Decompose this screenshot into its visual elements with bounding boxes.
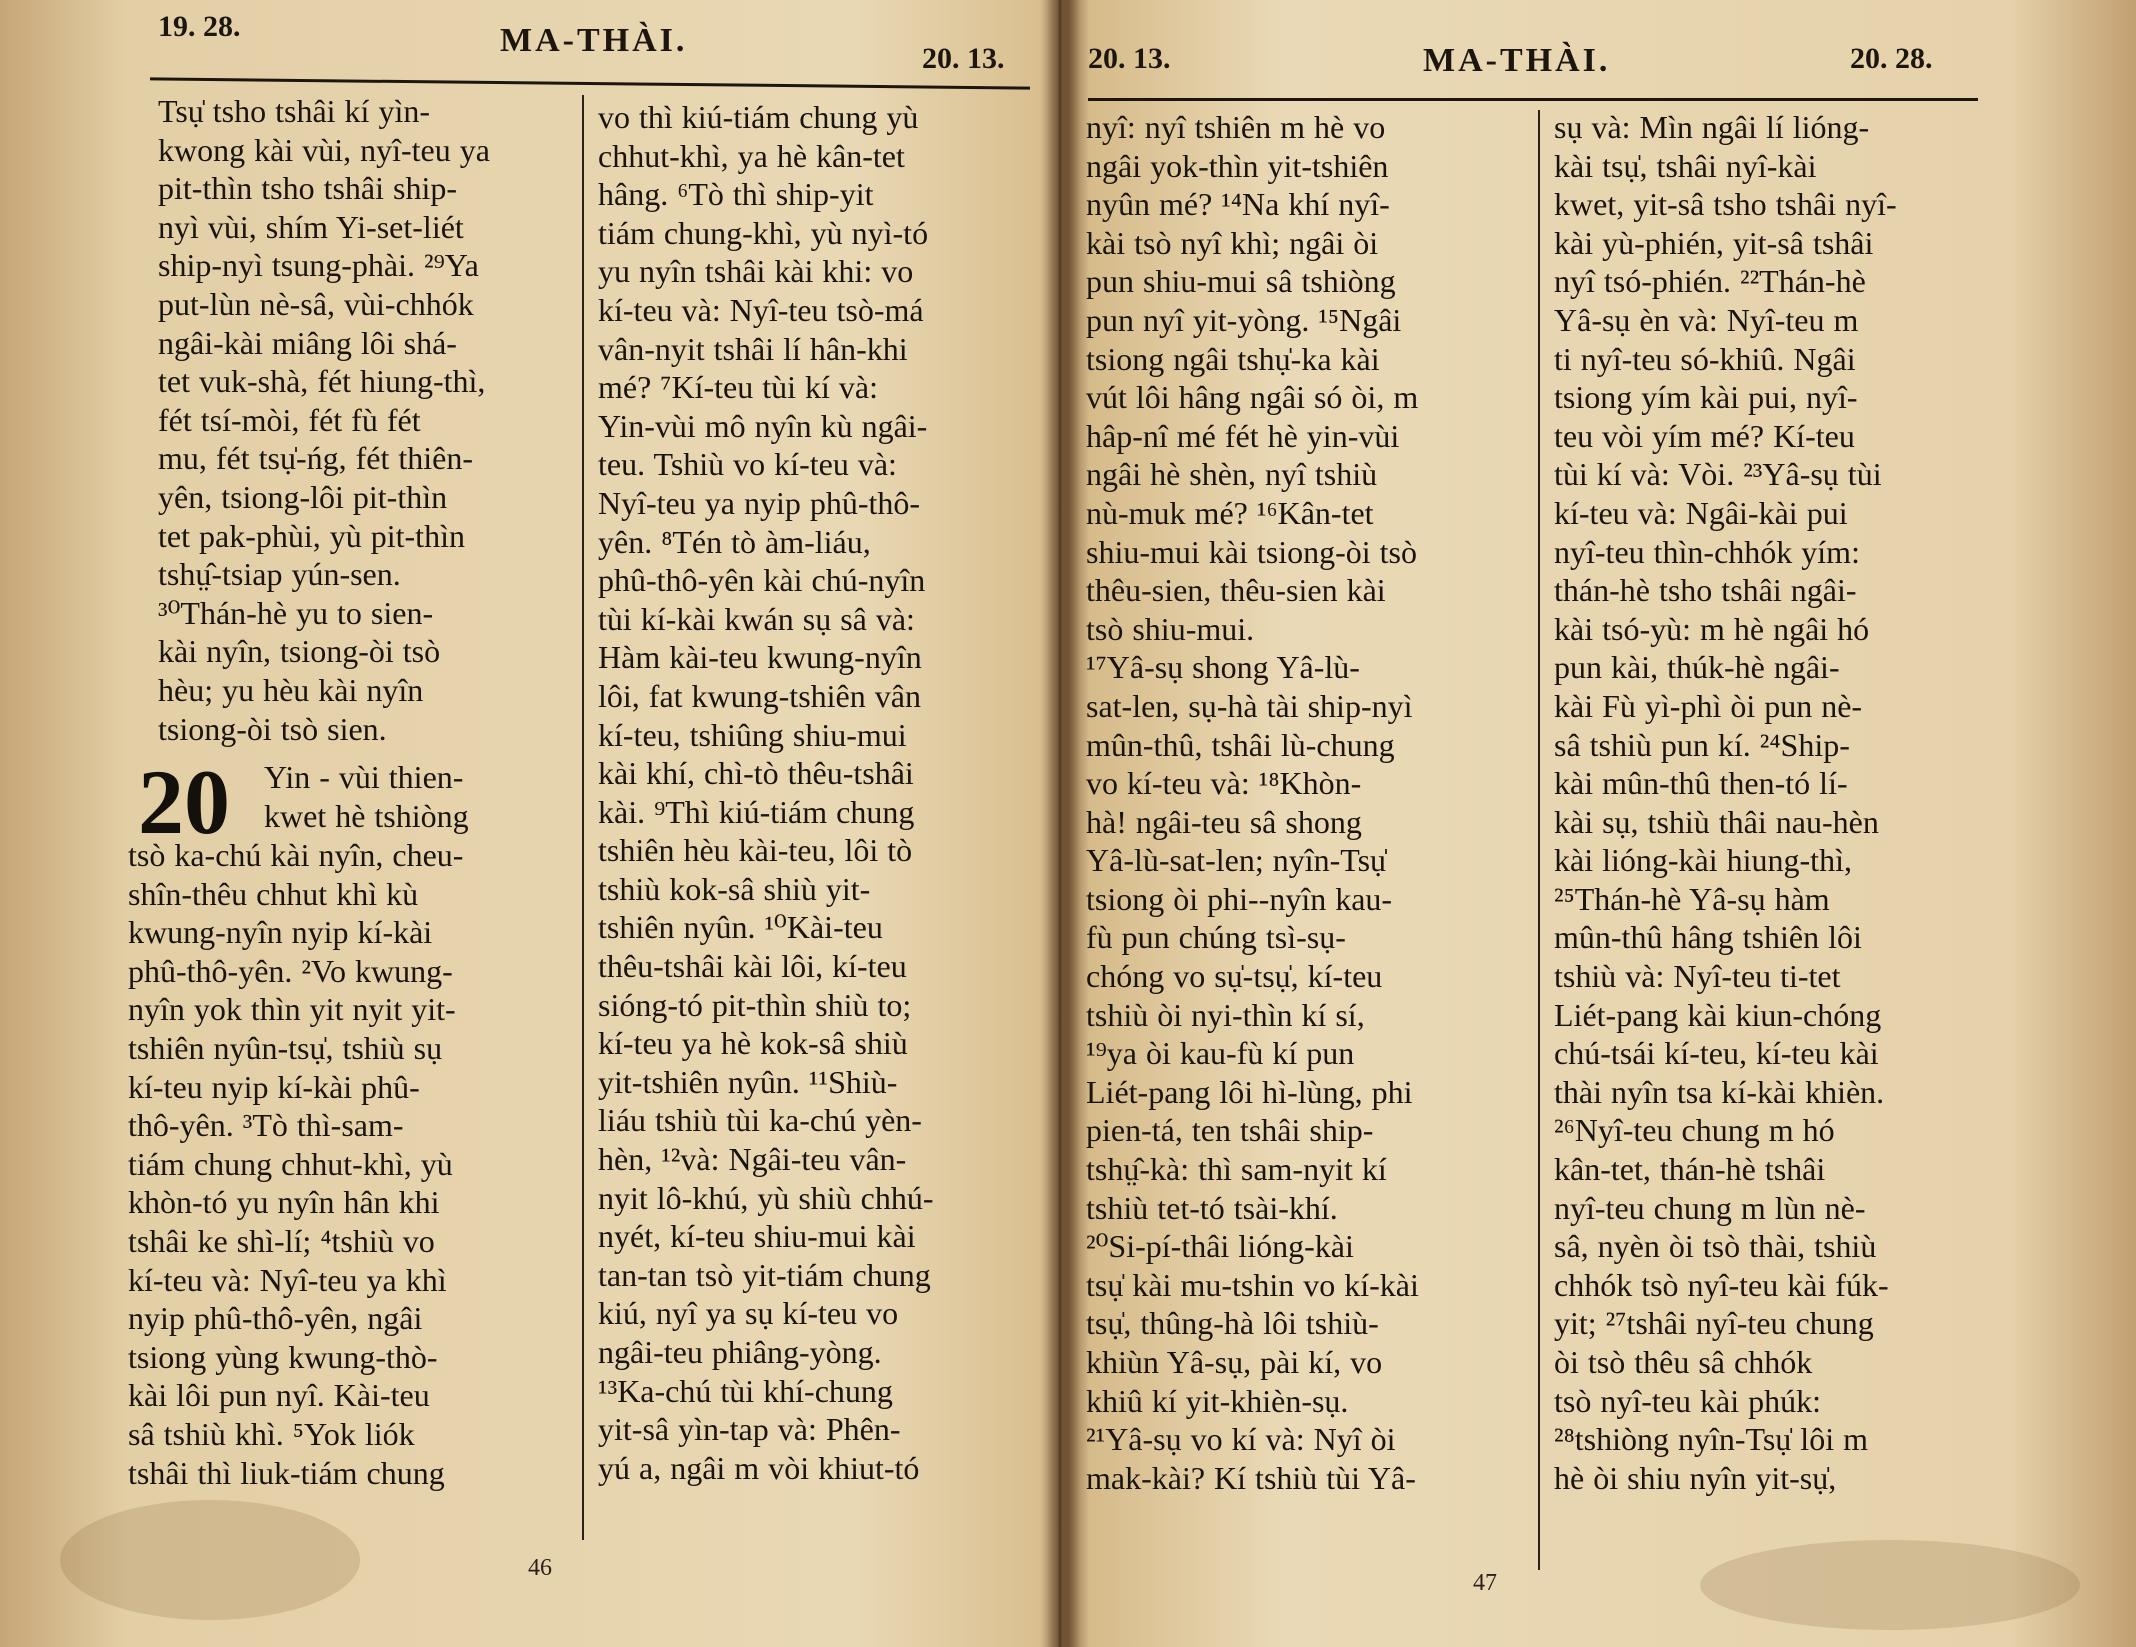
text-line: sâ tshiù pun kí. ²⁴Ship- <box>1554 726 1850 763</box>
text-line: Liét-pang kài kiun-chóng <box>1554 996 1882 1033</box>
text-line: tsiong yùng kwung-thò- <box>128 1338 438 1375</box>
left-column-divider <box>582 95 584 1540</box>
text-line: pit-thìn tsho tshâi ship- <box>158 170 457 207</box>
text-line: kài lôi pun nyî. Kài-teu <box>128 1377 430 1414</box>
right-header-ref-end: 20. 28. <box>1850 42 1933 75</box>
left-column-2 <box>598 98 1018 1487</box>
text-line: tùi kí và: Vòi. ²³Yâ-sụ tùi <box>1554 456 1882 493</box>
text-line: kí-teu ya hè kok-sâ shiù <box>598 1025 908 1062</box>
text-line: thài nyîn tsa kí-kài khièn. <box>1554 1073 1885 1110</box>
text-line: kài tsò nyî khì; ngâi òi <box>1086 224 1379 261</box>
text-line: sat-len, sụ-hà tài ship-nyì <box>1086 687 1413 724</box>
text-line: tshṳ̂-tsiap yún-sen. <box>158 556 401 593</box>
text-line: hà! ngâi-teu sâ shong <box>1086 803 1362 840</box>
text-line: thêu-tshâi kài lôi, kí-teu <box>598 948 907 985</box>
text-line: yên, tsiong-lôi pit-thìn <box>158 478 448 515</box>
right-page-number: 47 <box>1473 1570 1497 1596</box>
text-line: nyì vùi, shím Yi-set-liét <box>158 208 464 245</box>
text-line: kí-teu, tshiûng shiu-mui <box>598 716 907 753</box>
right-page <box>1068 0 2136 1647</box>
text-line: mu, fét tsụ̍-ńg, fét thiên- <box>158 440 474 477</box>
chapter-number: 20 <box>138 751 230 853</box>
text-line: khiû kí yit-khièn-sụ. <box>1086 1382 1349 1419</box>
text-line: kài yù-phién, yit-sâ tshâi <box>1554 224 1874 261</box>
text-line: yit-tshiên nyûn. ¹¹Shiù- <box>598 1063 898 1100</box>
text-line: put-lùn nè-sâ, vùi-chhók <box>158 285 474 322</box>
text-line: sióng-tó pit-thìn shiù to; <box>598 986 912 1023</box>
text-line: yú a, ngâi m vòi khiut-tó <box>598 1449 920 1486</box>
text-line: tshiù kok-sâ shiù yit- <box>598 870 871 907</box>
text-line: kài tsụ̍, tshâi nyî-kài <box>1554 147 1817 184</box>
text-line: thêu-sien, thêu-sien kài <box>1086 572 1386 609</box>
text-line: kân-tet, thán-hè tshâi <box>1554 1151 1826 1188</box>
left-page-number: 46 <box>528 1555 552 1581</box>
text-line: fét tsí-mòi, fét fù fét <box>158 401 421 438</box>
text-line: shiu-mui kài tsiong-òi tsò <box>1086 533 1417 570</box>
text-line: chóng vo sụ̍-tsụ̍, kí-teu <box>1086 958 1383 995</box>
text-line: ²⁰Si-pí-thâi lióng-kài <box>1086 1228 1354 1265</box>
text-line: Liét-pang lôi hì-lùng, phi <box>1086 1073 1413 1110</box>
text-line: hâp-nî mé fét hè yin-vùi <box>1086 417 1400 454</box>
text-line: kài khí, chì-tò thêu-tshâi <box>598 755 914 792</box>
text-line: nyî-teu thìn-chhók yím: <box>1554 533 1860 570</box>
text-line: tiám chung chhut-khì, yù <box>128 1145 453 1182</box>
text-line: nyî: nyî tshiên m hè vo <box>1086 109 1386 145</box>
text-line: Nyî-teu ya nyip phû-thô- <box>598 484 921 521</box>
text-line: nù-muk mé? ¹⁶Kân-tet <box>1086 494 1374 531</box>
text-line: tshiù tet-tó tsài-khí. <box>1086 1189 1338 1226</box>
text-line: ngâi-kài miâng lôi shá- <box>158 324 457 361</box>
text-line: teu. Tshiù vo kí-teu và: <box>598 446 897 483</box>
text-line: kwet, yit-sâ tsho tshâi nyî- <box>1554 186 1897 223</box>
text-line: nyit lô-khú, yù shiù chhú- <box>598 1179 934 1216</box>
text-line: kí-teu và: Nyî-teu ya khì <box>128 1261 447 1298</box>
left-column-1-chapter-lines <box>264 758 564 835</box>
text-line: hèn, ¹²và: Ngâi-teu vân- <box>598 1141 907 1178</box>
text-line: phû-thô-yên. ²Vo kwung- <box>128 952 453 989</box>
text-line: phû-thô-yên kài chú-nyîn <box>598 562 926 599</box>
text-line: tsò shiu-mui. <box>1086 610 1255 647</box>
text-line: thô-yên. ³Tò thì-sam- <box>128 1107 404 1144</box>
text-line: thán-hè tsho tshâi ngâi- <box>1554 572 1857 609</box>
text-line: vo thì kiú-tiám chung yù <box>598 99 919 135</box>
text-line: khòn-tó yu nyîn hân khi <box>128 1184 440 1221</box>
text-line: ²⁵Thán-hè Yâ-sụ hàm <box>1554 880 1830 917</box>
text-line: sâ, nyèn òi tsò thài, tshiù <box>1554 1228 1877 1265</box>
text-line: tshṳ̂-kà: thì sam-nyit kí <box>1086 1151 1387 1188</box>
text-line: tsò nyî-teu kài phúk: <box>1554 1382 1821 1419</box>
text-line: tsụ̍ kài mu-tshin vo kí-kài <box>1086 1266 1419 1303</box>
text-line: mûn-thû hâng tshiên lôi <box>1554 919 1862 956</box>
text-line: tshiên hèu kài-teu, lôi tò <box>598 832 913 869</box>
text-line: tshiên nyûn. ¹⁰Kài-teu <box>598 909 883 946</box>
text-line: tshiên nyûn-tsụ̍, tshiù sụ <box>128 1029 443 1066</box>
text-line: nyî tsó-phién. ²²Thán-hè <box>1554 263 1866 300</box>
right-header-ref-start: 20. 13. <box>1088 42 1171 75</box>
text-line: ¹⁹ya òi kau-fù kí pun <box>1086 1035 1355 1072</box>
text-line: tet pak-phùi, yù pit-thìn <box>158 517 465 554</box>
text-line: sâ tshiù khì. ⁵Yok liók <box>128 1415 415 1452</box>
text-line: hè òi shiu nyîn yit-sụ̍, <box>1554 1459 1837 1496</box>
text-line: tiám chung-khì, yù nyì-tó <box>598 214 929 251</box>
left-running-title: MA-THÀI. <box>500 22 688 59</box>
text-line: ²⁶Nyî-teu chung m hó <box>1554 1112 1835 1149</box>
text-line: vút lôi hâng ngâi só òi, m <box>1086 379 1419 416</box>
text-line: vo kí-teu và: ¹⁸Khòn- <box>1086 765 1362 802</box>
text-line: nyét, kí-teu shiu-mui kài <box>598 1218 916 1255</box>
text-line: ¹⁷Yâ-sụ shong Yâ-lù- <box>1086 649 1360 686</box>
text-line: chhók tsò nyî-teu kài fúk- <box>1554 1266 1889 1303</box>
left-header-ref-start: 19. 28. <box>158 10 241 43</box>
text-line: Tsụ̍ tsho tshâi kí yìn- <box>158 93 430 129</box>
text-line: kài. ⁹Thì kiú-tiám chung <box>598 793 915 830</box>
text-line: yit; ²⁷tshâi nyî-teu chung <box>1554 1305 1874 1342</box>
text-line: pun kài, thúk-hè ngâi- <box>1554 649 1840 686</box>
text-line: tsiong òi phi--nyîn kau- <box>1086 880 1393 917</box>
text-line: kí-teu nyip kí-kài phû- <box>128 1068 420 1105</box>
text-line: òi tsò thêu sâ chhók <box>1554 1344 1813 1380</box>
text-line: tshiù và: Nyî-teu ti-tet <box>1554 958 1841 995</box>
text-line: tshâi thì liuk-tiám chung <box>128 1454 445 1491</box>
text-line: Yin - vùi thien- <box>264 759 464 795</box>
text-line: kwung-nyîn nyip kí-kài <box>128 914 433 951</box>
text-line: ²⁸tshiòng nyîn-Tsụ̍ lôi m <box>1554 1421 1868 1458</box>
text-line: kài Fù yì-phì òi pun nè- <box>1554 687 1863 724</box>
text-line: pien-tá, ten tshâi ship- <box>1086 1112 1374 1149</box>
text-line: tùi kí-kài kwán sụ sâ và: <box>598 600 915 637</box>
text-line: kwong kài vùi, nyî-teu ya <box>158 131 490 168</box>
text-line: nyip phû-thô-yên, ngâi <box>128 1300 423 1337</box>
text-line: hèu; yu hèu kài nyîn <box>158 671 424 708</box>
text-line: teu vòi yím mé? Kí-teu <box>1554 417 1855 454</box>
right-column-2 <box>1554 108 1992 1497</box>
text-line: tshâi ke shì-lí; ⁴tshiù vo <box>128 1222 435 1259</box>
text-line: tsiong-òi tsò sien. <box>158 710 387 747</box>
text-line: ngâi hè shèn, nyî tshiù <box>1086 456 1378 493</box>
right-column-1 <box>1086 108 1526 1497</box>
text-line: ²¹Yâ-sụ vo kí và: Nyî òi <box>1086 1421 1396 1458</box>
text-line: Yin-vùi mô nyîn kù ngâi- <box>598 407 928 444</box>
text-line: shîn-thêu chhut khì kù <box>128 875 419 912</box>
text-line: kài mûn-thû then-tó lí- <box>1554 765 1848 802</box>
text-line: ngâi-teu phiâng-yòng. <box>598 1334 882 1370</box>
text-line: kài sụ, tshiù thâi nau-hèn <box>1554 803 1879 840</box>
right-header-rule <box>1088 98 1978 101</box>
left-column-1-bottom <box>128 836 558 1492</box>
text-line: ti nyî-teu só-khiû. Ngâi <box>1554 340 1856 377</box>
text-line: chú-tsái kí-teu, kí-teu kài <box>1554 1035 1879 1072</box>
right-column-divider <box>1538 110 1540 1570</box>
left-header-ref-end: 20. 13. <box>922 42 1005 75</box>
text-line: yit-sâ yìn-tap và: Phên- <box>598 1411 901 1448</box>
text-line: tsiong ngâi tshụ̍-ka kài <box>1086 340 1380 377</box>
text-line: tshiù òi nyi-thìn kí sí, <box>1086 996 1365 1033</box>
text-line: mé? ⁷Kí-teu tùi kí và: <box>598 369 878 406</box>
text-line: ship-nyì tsung-phài. ²⁹Ya <box>158 247 479 284</box>
right-running-title: MA-THÀI. <box>1423 42 1611 79</box>
text-line: vân-nyit tshâi lí hân-khi <box>598 330 908 367</box>
text-line: ³⁰Thán-hè yu to sien- <box>158 594 434 631</box>
text-line: tsụ̍, thûng-hà lôi tshiù- <box>1086 1305 1379 1342</box>
text-line: nyîn yok thìn yit nyit yit- <box>128 991 456 1028</box>
text-line: Hàm kài-teu kwung-nyîn <box>598 639 922 676</box>
text-line: kài nyîn, tsiong-òi tsò <box>158 633 441 670</box>
text-line: pun shiu-mui sâ tshiòng <box>1086 263 1396 300</box>
text-line: tet vuk-shà, fét hiung-thì, <box>158 363 486 400</box>
text-line: mak-kài? Kí tshiù tùi Yâ- <box>1086 1459 1416 1496</box>
text-line: lôi, fat kwung-tshiên vân <box>598 677 921 714</box>
text-line: fù pun chúng tsì-sụ- <box>1086 919 1346 956</box>
text-line: kài tsó-yù: m hè ngâi hó <box>1554 610 1870 647</box>
text-line: mûn-thû, tshâi lù-chung <box>1086 726 1395 763</box>
left-page <box>0 0 1062 1647</box>
text-line: Yâ-sụ èn và: Nyî-teu m <box>1554 301 1859 338</box>
text-line: kài lióng-kài hiung-thì, <box>1554 842 1852 879</box>
text-line: kwet hè tshiòng <box>264 797 469 834</box>
text-line: kiú, nyî ya sụ kí-teu vo <box>598 1295 899 1332</box>
text-line: tsiong yím kài pui, nyî- <box>1554 379 1858 416</box>
text-line: khiùn Yâ-sụ, pài kí, vo <box>1086 1344 1383 1380</box>
text-line: Yâ-lù-sat-len; nyîn-Tsụ̍ <box>1086 842 1387 879</box>
text-line: liáu tshiù tùi ka-chú yèn- <box>598 1102 922 1139</box>
left-column-1-top <box>158 92 566 748</box>
text-line: tsò ka-chú kài nyîn, cheu- <box>128 837 464 873</box>
left-header-rule <box>150 77 1030 89</box>
text-line: yu nyîn tshâi kài khi: vo <box>598 253 914 290</box>
text-line: kí-teu và: Nyî-teu tsò-má <box>598 291 924 328</box>
text-line: nyî-teu chung m lùn nè- <box>1554 1189 1866 1226</box>
text-line: ngâi yok-thìn yit-tshiên <box>1086 147 1389 184</box>
text-line: sụ và: Mìn ngâi lí lióng- <box>1554 109 1870 145</box>
text-line: kí-teu và: Ngâi-kài pui <box>1554 494 1848 531</box>
text-line: hâng. ⁶Tò thì ship-yit <box>598 176 874 213</box>
text-line: chhut-khì, ya hè kân-tet <box>598 137 905 174</box>
text-line: nyûn mé? ¹⁴Na khí nyî- <box>1086 186 1390 223</box>
text-line: yên. ⁸Tén tò àm-liáu, <box>598 523 871 560</box>
text-line: tan-tan tsò yit-tiám chung <box>598 1256 931 1293</box>
text-line: pun nyî yit-yòng. ¹⁵Ngâi <box>1086 301 1402 338</box>
text-line: ¹³Ka-chú tùi khí-chung <box>598 1372 893 1409</box>
